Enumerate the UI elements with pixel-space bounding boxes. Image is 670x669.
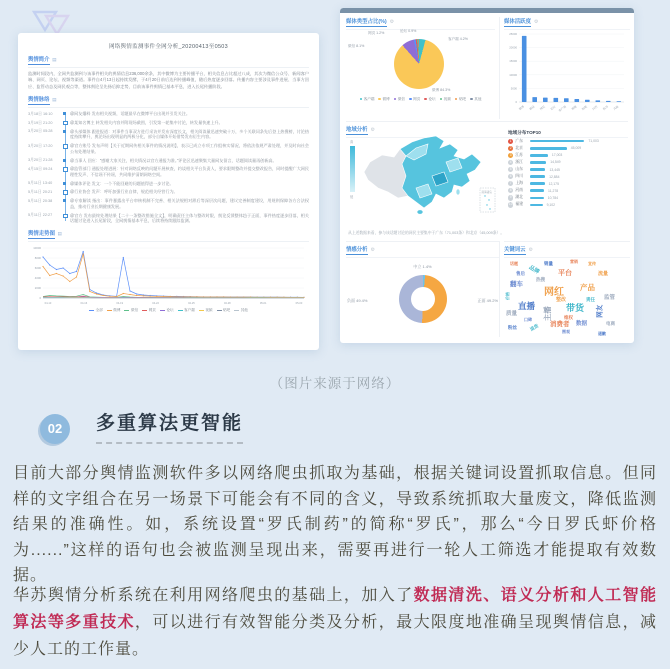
rank-value: 13,445 [549,167,560,172]
ranking-row [508,139,626,144]
rank-value: 11,278 [547,188,559,193]
rank-value: 9,102 [546,202,556,207]
svg-text:其他: 其他 [612,104,620,111]
rank-badge: 2 [509,145,512,150]
timeline-marker-icon [61,189,70,195]
rank-badge: 10 [508,202,513,207]
svg-text:5000: 5000 [510,85,517,90]
rank-bar [530,182,544,185]
ranking-row [508,160,626,165]
svg-text:客户端: 客户端 [557,104,567,113]
svg-text:0: 0 [515,99,517,104]
pie-chart [394,39,444,89]
ranking-row [508,202,626,207]
cloud-word: 口碑 [524,316,532,322]
ranking-title: 地域分布TOP10 [508,130,541,135]
legend-item: 网页 [142,308,156,313]
timeline-date: 5月11日 20:38 [28,198,53,203]
legend-item: 微信 [124,308,138,313]
timeline-text: @专家解读 指出：事件暴露出平台审核机制不完善、相关法规相对滞后等深层次问题，建议完善制度建设，用规则保障各方合法权益，推动行业长期健康发展。 [70,198,309,209]
timeline-text: @官方账号 发布声明【关于近期网传相关事件的情况说明】，表示已成立专项工作组核实情况，将依法依规严肃处理，并及时向社会公布处理结果。 [70,143,309,154]
document-icon: ▤ [52,97,57,103]
legend-item: 客户端 [178,308,195,313]
donut-label: 负面 49.4% [347,297,368,303]
keyword-cloud-panel [504,241,630,337]
cloud-word: 整改 [556,296,567,303]
map-legend-low: 低 [350,195,354,199]
rank-badge: 6 [509,173,512,178]
region-panel [346,121,628,225]
timeline-marker-icon [61,158,70,164]
rank-badge: 1 [509,138,512,143]
svg-text:微信: 微信 [528,104,536,111]
cloud-word: 监管 [604,294,616,301]
timeline-date: 5月11日 13:40 [28,181,53,186]
svg-text:8000: 8000 [34,255,41,260]
svg-text:2000: 2000 [34,285,41,290]
rank-bar [530,140,584,143]
rank-bar [530,161,546,164]
report-section-header [28,229,309,242]
legend-item: 客户端 [360,97,375,102]
timeline-date: 3月20日 21:28 [28,158,53,163]
timeline-entry [28,166,309,177]
legend-item: 视频 [440,97,451,102]
panel-header [504,17,630,30]
svg-text:网页: 网页 [538,104,546,111]
section-label: 舆情走势图 [28,230,55,237]
cloud-word: 宣传 [588,260,596,266]
rank-name: 山东 [515,167,523,171]
section-title-text: 多重算法更智能 [96,408,243,444]
section-number: 02 [47,421,63,436]
ranking-row [508,167,626,172]
rank-bar [530,147,566,150]
svg-text:20000: 20000 [509,45,517,50]
timeline-text: @行业协会 发声：呼吁加强行业自律，规范相关经营行为。 [70,189,178,195]
svg-text:问答: 问答 [591,104,599,111]
section-number-badge [40,414,70,444]
event-timeline [28,111,309,224]
sentiment-donut-chart [346,258,499,340]
section-label: 舆情脉络 [28,97,50,104]
rank-value: 10,784 [547,195,559,200]
ranking-row [508,181,626,186]
cloud-word: 围观 [562,328,570,334]
rank-badge: 4 [509,159,512,164]
svg-text:0: 0 [39,295,41,300]
timeline-date: 3月20日 17:20 [28,143,53,148]
svg-text:10000: 10000 [33,245,41,250]
timeline-text: @某知名博主 转发相关内容并附现场截图，引发第一轮集中讨论，转发量快速上升。 [70,120,223,125]
gear-icon: ⚙ [533,19,539,25]
ranking-list [508,139,626,208]
media-activity-bar-chart [504,30,626,118]
timeline-entry [28,129,309,140]
panel-header [346,245,499,258]
timeline-text: @监管部门 通报处理进展：针对网络反映的问题开展核查，约谈相关平台负责人，要求限期整改并提交整改报告，同时提醒广大网民理性发声、不信谣不传谣，共同维护清朗网络空间。 [70,166,309,177]
media-pie-chart [346,30,495,96]
svg-text:04-22: 04-22 [152,301,159,305]
panel-header [504,245,630,258]
svg-text:05-01: 05-01 [259,301,267,305]
timeline-marker-icon [61,198,70,209]
south-sea-inset [480,188,495,212]
panel-title: 情感分析 [346,247,368,253]
ranking-row [508,174,626,179]
svg-text:6000: 6000 [34,265,41,270]
timeline-date: 5月11日 20:21 [28,189,53,194]
timeline-date: 3月20日 05:28 [28,129,53,134]
rank-value: 12,884 [549,174,560,179]
report-screenshot[interactable] [18,33,319,350]
cloud-word: 主播 [542,305,552,321]
svg-text:25000: 25000 [509,31,517,36]
ranking-row [508,153,626,158]
section-title [96,408,243,444]
panel-title: 媒体活跃度 [504,19,531,25]
svg-text:04-16: 04-16 [80,301,88,305]
cloud-word: 粉丝 [508,324,517,330]
svg-text:视频: 视频 [570,104,578,111]
cloud-word: 维权 [564,314,573,320]
region-top10 [508,130,626,209]
legend-item: 微博 [378,97,389,102]
timeline-marker-icon [61,181,70,187]
timeline-entry [28,158,309,164]
svg-text:04-25: 04-25 [188,301,195,305]
cloud-word: 网红 [544,286,564,298]
image-caption: （图片来源于网络） [269,376,401,391]
rank-name: 上海 [515,181,523,186]
rank-bar [530,197,543,200]
map-shape [364,136,481,214]
panel-title: 媒体类型占比(%) [346,19,387,25]
pie-label: 网页 1.2% [368,30,385,35]
cloud-word: 销量 [544,260,553,266]
rank-value: 17,003 [551,153,563,158]
rank-bar [530,154,548,157]
timeline-entry [28,213,309,224]
cloud-word: 产品 [580,282,595,292]
china-map [346,132,502,220]
timeline-text: @头部媒体 跟进报道：对事件当事双方进行采访并发布深度长文，相关阅读量迅速突破十万，多个关联词条先后登上热搜榜，讨论热度持续攀升，舆论场出现明显的两极分化，部分自媒体开始借势发布衍生内容。 [70,128,309,140]
cloud-word: 网友 [596,304,604,318]
rank-bar [530,168,545,171]
timeline-marker-icon [61,166,70,177]
svg-text:04-28: 04-28 [223,301,231,305]
svg-text:报刊: 报刊 [601,104,609,111]
cloud-word: 直播 [518,300,536,311]
cloud-word: 热搜 [536,276,545,282]
timeline-text: @官方 发布最终处理结果【二十一条整改措施全文】，明确责任主体与整改时限，舆论反馈整体趋于正面，事件热度逐步回落，相关话题讨论进入长尾阶段，全网舆情基本平息，后续将持续跟踪监测。 [70,212,309,224]
ranking-row [508,195,626,200]
media-activity-panel [504,17,630,119]
rank-value: 14,549 [550,160,561,165]
legend-item: 论坛 [160,308,174,313]
legend-item: 全部 [89,308,103,313]
rank-value: 12,175 [548,181,559,186]
highlighted-text: 数据清洗、语义分析和人工智能算法等多重技术 [13,587,657,631]
pie-legend [346,97,495,102]
legend-item: 网页 [409,97,420,102]
svg-text:微博: 微博 [517,104,525,111]
timeline-entry [28,120,309,126]
timeline-marker-icon [61,143,70,154]
timeline-entry [28,181,309,187]
pie-label: 微信 8.1% [348,43,365,48]
paragraph-2-text: ，可以进行有效智能分类及分析，最大限度地准确呈现舆情信息，减少人工的工作量。 [13,614,657,658]
legend-item: 其他 [234,308,248,313]
svg-text:05-03: 05-03 [295,301,303,305]
map-legend-high: 高 [350,140,354,144]
timeline-date: 5月11日 22:27 [28,213,53,218]
cloud-word: 消费者 [550,320,570,328]
trend-line-chart [28,245,307,307]
paragraph-2 [13,582,657,663]
report-summary-text: 监测时间段内，全网共监测到与该事件相关的舆情信息236,000余条，其中微博为主要传播平台，相关信息占比超过八成，其次为微信公众号、新闻客户端、网页、论坛、视频等渠道。事件自4月13日起持续发酵，于4月20日前后达到传播峰值，随后热度逐步回落。传播内容主要涉及事件进展、当事方回应、监管动态及网民观点等，整体舆论呈先扬后抑走势，目前该事件舆情已基本平息，进入长尾传播阶段。 [28,71,309,89]
south-sea-label: 南海诸岛 [481,191,492,194]
rank-badge: 3 [509,152,512,157]
legend-item: 论坛 [424,97,435,102]
timeline-date: 3月18日 16:10 [28,111,53,116]
rank-bar [530,189,544,192]
cloud-word: 话题 [510,260,518,266]
rank-badge: 9 [509,195,512,200]
cloud-word: 平台 [558,269,572,277]
analysis-note: 从上述数据来看，参与该话题讨论的网民主要集中于广东（71,003条）和北京（45,009条）。 [348,230,505,235]
cloud-word: 数据 [576,320,588,327]
dashboard-screenshot[interactable] [340,8,634,343]
rank-name: 四川 [515,174,523,179]
dashboard-header-bar [340,8,634,13]
timeline-entry [28,143,309,154]
timeline-text: @媒体评论 发文：一个不能回避的问题值得进一步讨论。 [70,180,174,186]
section-label: 舆情简介 [28,57,50,63]
document-icon: ▤ [57,230,62,236]
timeline-text: @网友爆料 发布相关视频，话题最早在微博平台出现并引发关注。 [70,111,190,117]
donut-label: 中立 1.4% [413,263,432,269]
timeline-entry [28,198,309,209]
cloud-word: 道歉 [598,330,606,336]
timeline-marker-icon [61,111,70,117]
cloud-word: 责任 [586,296,595,302]
map-gradient-legend [350,146,355,192]
svg-text:贴吧: 贴吧 [580,104,588,111]
gear-icon: ⚙ [370,247,376,253]
legend-item: 贴吧 [455,97,466,102]
timeline-marker-icon [61,120,70,126]
cloud-word: 售后 [516,270,525,276]
pie-label: 论坛 0.9% [400,28,417,33]
cloud-word: 品牌 [527,264,541,275]
sentiment-panel [346,241,500,337]
legend-item: 其他 [470,97,481,102]
rank-bar [530,175,545,178]
legend-item: 视频 [199,308,213,313]
media-pie-panel [346,17,500,119]
rank-value: 71,003 [588,139,599,144]
paragraph-1: 目前大部分舆情监测软件多以网络爬虫抓取为基础，根据关键词设置抓取信息。但同样的文字组合在另一场景下可能会有不同的含义，导致系统抓取大量废文，降低监测结果的准确性。如，系统设置“罗氏制药”的简称“罗氏”，那么“今日罗氏虾价格为......”这样的语句也会被监测呈现出来，需要再进行一轮人工筛选才能提取有效数据。 [13,465,657,584]
timeline-text: @当事人 回应：“感谢大家关注，相关情况以官方通报为准。”评论区迅速聚集大量网友留言，话题阅读量再创新高。 [70,157,277,163]
legend-item: 贴吧 [217,308,231,313]
rank-value: 45,009 [570,146,582,151]
timeline-date: 4月15日 09:24 [28,166,53,171]
pie-label: 客户端 4.2% [448,36,468,41]
rank-name: 福建 [515,202,523,207]
rank-name: 广东 [515,138,523,143]
cloud-word: 电商 [606,320,615,326]
cloud-word: 价格 [505,291,510,300]
gear-icon: ⚙ [389,19,395,25]
legend-item: 微博 [107,308,121,313]
svg-text:论坛: 论坛 [549,104,557,111]
ranking-row [508,146,626,151]
legend-item: 微信 [394,97,405,102]
gear-icon: ⚙ [528,247,534,253]
cloud-word: 退货 [528,322,540,332]
document-icon: ▤ [52,57,57,62]
rank-name: 河南 [515,188,523,193]
gear-icon: ⚙ [370,127,376,133]
svg-text:4000: 4000 [34,275,41,280]
rank-name: 北京 [515,145,523,150]
panel-title: 地域分析 [346,127,368,133]
report-section-header [28,55,309,68]
donut-label: 正面 49.2% [477,297,498,303]
timeline-date: 3月19日 21:20 [28,120,53,125]
cloud-word: 翻车 [510,280,523,288]
cloud-word: 流量 [598,270,609,277]
rank-name: 浙江 [515,159,523,164]
donut-chart [399,275,447,323]
svg-text:04-13: 04-13 [44,301,52,305]
report-title: 网络舆情监测事件全网分析_20200413至0503 [108,44,229,50]
rank-bar [530,204,542,207]
svg-text:15000: 15000 [509,58,517,63]
svg-text:10000: 10000 [509,72,517,77]
rank-badge: 8 [509,188,512,193]
pie-label: 微博 84.3% [432,87,451,92]
timeline-marker-icon [61,213,70,224]
rank-badge: 7 [509,180,512,185]
timeline-entry [28,189,309,195]
svg-text:04-19: 04-19 [116,301,124,305]
panel-header [346,17,495,30]
rank-name: 湖北 [515,195,523,200]
cloud-word: 质量 [506,310,518,317]
timeline-marker-icon [61,129,70,140]
cloud-word: 带货 [566,302,585,313]
paragraph-2-text: 华苏舆情分析系统在利用网络爬虫的基础上，加入了 [13,587,414,604]
ranking-row [508,188,626,193]
timeline-entry [28,111,309,117]
keyword-cloud [504,258,630,342]
panel-title: 关键词云 [504,247,526,253]
trend-legend [28,308,309,313]
rank-name: 江苏 [515,152,523,157]
cloud-word: 营销 [570,258,578,264]
report-section-header [28,95,309,108]
rank-badge: 5 [509,166,512,171]
